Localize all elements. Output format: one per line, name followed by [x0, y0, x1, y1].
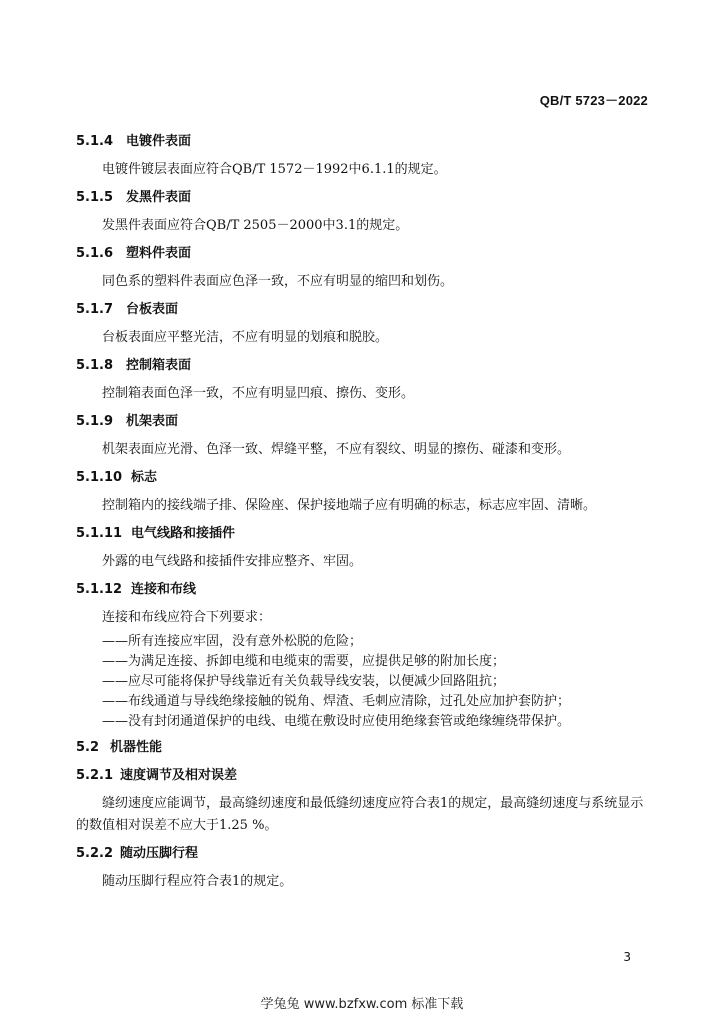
section-heading: [76, 464, 648, 492]
section-title: 速度调节及相对误差: [120, 768, 238, 783]
list-item: ——应尽可能将保护导线靠近有关负载导线安装，以便减少回路阻抗；: [102, 674, 506, 689]
section-heading: [76, 762, 648, 790]
section-heading: [76, 296, 648, 324]
list-item: ——布线通道与导线绝缘接触的锐角、焊渣、毛刺应清除，过孔处应加护套防护；: [102, 694, 571, 709]
section-title: 塑料件表面: [126, 246, 192, 261]
section-heading: [76, 352, 648, 380]
section-heading: [76, 520, 648, 548]
footer-watermark: 学兔兔 www.bzfxw.com 标准下载: [260, 997, 464, 1012]
section-number: 5.2: [76, 740, 100, 755]
section-title: 控制箱表面: [126, 358, 192, 373]
section-number: 5.1.4: [76, 134, 114, 149]
list-item: ——没有封闭通道保护的电线、电缆在敷设时应使用绝缘套管或绝缘缠绕带保护。: [102, 714, 571, 729]
section-number: 5.1.8: [76, 358, 114, 373]
section-heading: [76, 734, 648, 762]
section-title: 台板表面: [126, 302, 179, 317]
section-heading: [76, 184, 648, 212]
section-text: 连接和布线应符合下列要求：: [102, 610, 272, 625]
section-heading: [76, 408, 648, 436]
section-number: 5.1.5: [76, 190, 114, 205]
list-item: ——为满足连接、拆卸电缆和电缆束的需要，应提供足够的附加长度；: [102, 654, 506, 669]
section-text: 控制箱表面色泽一致，不应有明显凹痕、擦伤、变形。: [102, 386, 415, 401]
section-number: 5.1.9: [76, 414, 114, 429]
section-text: 机架表面应光滑、色泽一致、焊缝平整，不应有裂纹、明显的擦伤、碰漆和变形。: [102, 442, 571, 457]
section-title: 机器性能: [110, 740, 163, 755]
section-title: 随动压脚行程: [120, 846, 199, 861]
section-heading: [76, 128, 648, 156]
section-number: 5.1.6: [76, 246, 114, 261]
section-text: 电镀件镀层表面应符合QB/T 1572－1992中6.1.1的规定。: [102, 162, 447, 177]
requirement-list: [76, 632, 648, 732]
standard-code: QB/T 5723－2022: [539, 93, 648, 108]
section-title: 电气线路和接插件: [131, 526, 236, 541]
section-text: 台板表面应平整光洁，不应有明显的划痕和脱胶。: [102, 330, 389, 345]
section-heading: [76, 240, 648, 268]
section-text: 同色系的塑料件表面应色泽一致，不应有明显的缩凹和划伤。: [102, 274, 454, 289]
list-item: ——所有连接应牢固，没有意外松脱的危险；: [102, 634, 363, 649]
document-body: [76, 128, 648, 896]
section-title: 电镀件表面: [126, 134, 192, 149]
section-number: 5.1.10: [76, 470, 123, 485]
section-text: 发黑件表面应符合QB/T 2505－2000中3.1的规定。: [102, 218, 409, 233]
section-number: 5.1.7: [76, 302, 114, 317]
section-heading: [76, 840, 648, 868]
page-number: 3: [623, 950, 631, 964]
section-number: 5.1.12: [76, 582, 123, 597]
section-number: 5.2.1: [76, 768, 114, 783]
section-title: 标志: [131, 470, 158, 485]
section-title: 机架表面: [126, 414, 179, 429]
section-text: 随动压脚行程应符合表1的规定。: [102, 874, 293, 889]
section-text: 外露的电气线路和接插件安排应整齐、牢固。: [102, 554, 363, 569]
section-title: 发黑件表面: [126, 190, 192, 205]
section-title: 连接和布线: [131, 582, 197, 597]
section-text: 控制箱内的接线端子排、保险座、保护接地端子应有明确的标志，标志应牢固、清晰。: [102, 498, 597, 513]
section-number: 5.2.2: [76, 846, 114, 861]
section-text: 缝纫速度应能调节，最高缝纫速度和最低缝纫速度应符合表1的规定，最高缝纫速度与系统显示的数值相对误差不应大于1.25 %。: [76, 796, 644, 833]
section-heading: [76, 576, 648, 604]
section-number: 5.1.11: [76, 526, 123, 541]
